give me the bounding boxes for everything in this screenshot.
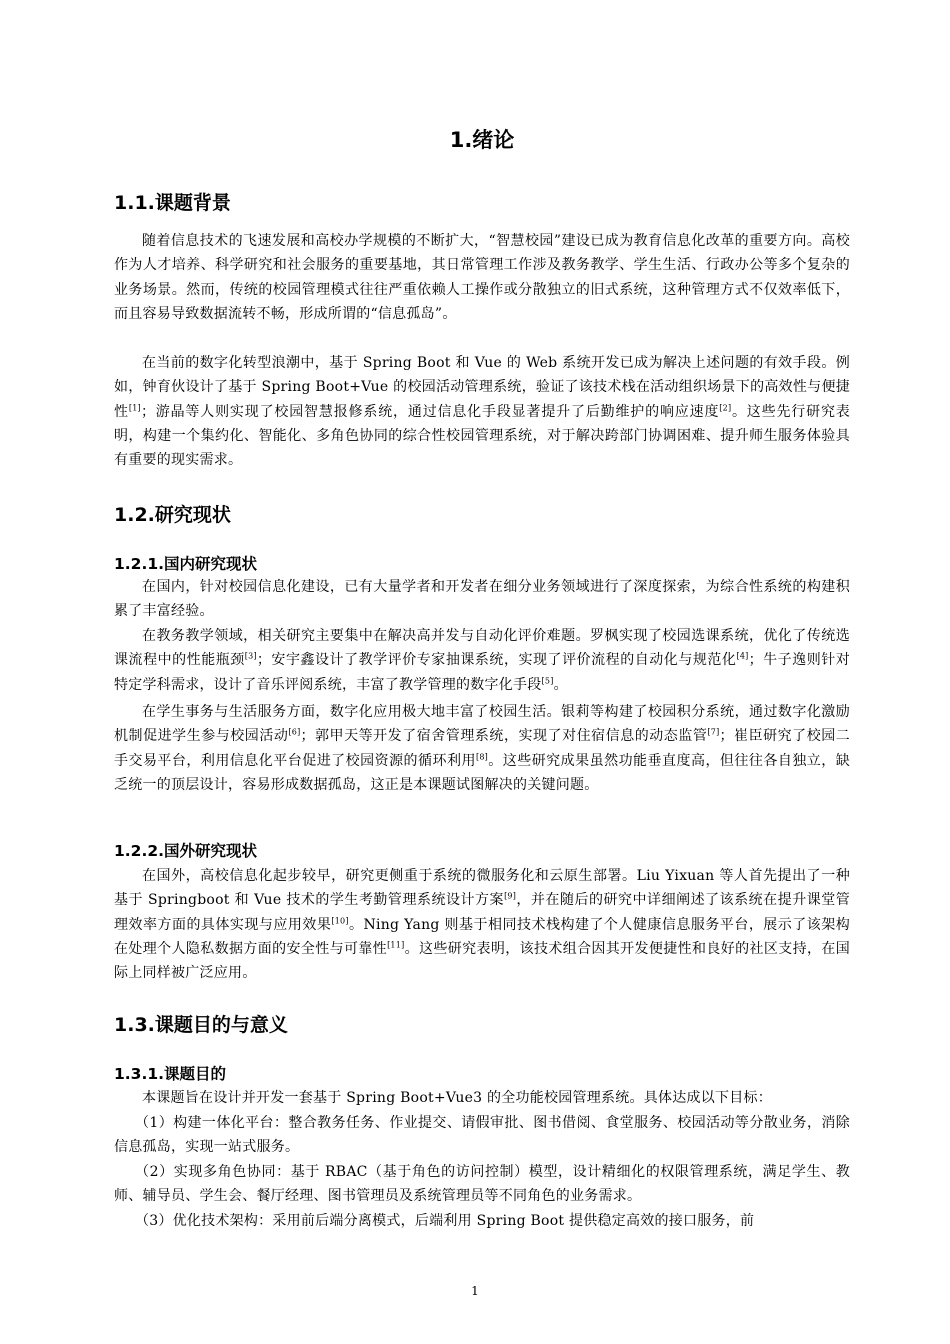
- paragraph-domestic-3: [114, 700, 850, 797]
- paragraph-background-2: [114, 351, 850, 472]
- subsection-heading-foreign: 1.2.2.国外研究现状: [114, 842, 258, 860]
- paragraph-background-1: 随着信息技术的飞速发展和高校办学规模的不断扩大，“智慧校园”建设已成为教育信息化改革的重要方向。高校作为人才培养、科学研究和社会服务的重要基地，其日常管理工作涉及教务教学、学生生活、行政办公等多个复杂的业务场景。然而，传统的校园管理模式往往严重依赖人工操作或分散独立的旧式系统，这种管理方式不仅效率低下，而且容易导致数据流转不畅，形成所谓的“信息孤岛”。: [114, 233, 850, 322]
- text-run: 。这些研究成果虽然功能垂直度高，但往往各自独立，缺乏统一的顶层设计，容易形成数据孤岛，这正是本课题试图解决的关键问题。: [114, 752, 850, 793]
- text-run: ；崔臣研究了校园二手交易平台，利用信息化平台促进了校园资源的循环利用: [114, 728, 851, 769]
- citation-11: [11]: [387, 940, 405, 950]
- text-run: 。这些先行研究表明，构建一个集约化、智能化、多角色协同的综合性校园管理系统，对于解决跨部门协调困难、提升师生服务体验具有重要的现实需求。: [114, 403, 851, 469]
- subsection-heading-domestic: 1.2.1.国内研究现状: [114, 555, 258, 573]
- text-run: ；游晶等人则实现了校园智慧报修系统，通过信息化手段显著提升了后勤维护的响应速度: [140, 403, 720, 420]
- purpose-item-2: （2）实现多角色协同：基于 RBAC（基于角色的访问控制）模型，设计精细化的权限管理系统，满足学生、教师、辅导员、学生会、餐厅经理、图书管理员及系统管理员等不同角色的业务需求。: [114, 1164, 850, 1205]
- citation-8: [8]: [475, 751, 489, 761]
- text-run: ；郭甲天等开发了宿舍管理系统，实现了对住宿信息的动态监管: [300, 728, 708, 745]
- subsection-heading-purpose: 1.3.1.课题目的: [114, 1065, 227, 1083]
- citation-3: [3]: [244, 651, 257, 661]
- paragraph-purpose-intro: 本课题旨在设计并开发一套基于 Spring Boot+Vue3 的全功能校园管理系统。具体达成以下目标：: [142, 1090, 772, 1106]
- citation-10: [10]: [331, 915, 349, 925]
- citation-5: [5]: [541, 675, 554, 685]
- citation-4: [4]: [736, 651, 749, 661]
- text-run: 在国外，高校信息化起步较早，研究更侧重于系统的微服务化和云原生部署。Liu Yixuan 等人首先提出了一种基于 Springboot 和 Vue 技术的学生考勤管理系统设计方案: [114, 868, 850, 909]
- text-run: 在教务教学领域，相关研究主要集中在解决高并发与自动化评价难题。罗枫实现了校园选课系统，优化了传统选课流程中的性能瓶颈: [114, 628, 850, 669]
- citation-2: [2]: [719, 402, 732, 412]
- paragraph-foreign-1: [114, 864, 850, 985]
- text-run: 。这些研究表明，该技术组合因其开发便捷性和良好的社区支持，在国际上同样被广泛应用。: [114, 940, 851, 982]
- citation-1: [1]: [128, 402, 141, 412]
- paragraph-domestic-2: [114, 624, 850, 697]
- section-heading-purpose-significance: 1.3.课题目的与意义: [114, 1014, 288, 1036]
- citation-7: [7]: [707, 727, 720, 737]
- page-number: 1: [471, 1284, 479, 1298]
- purpose-item-1: （1）构建一体化平台：整合教务任务、作业提交、请假审批、图书借阅、食堂服务、校园活动等分散业务，消除信息孤岛，实现一站式服务。: [114, 1115, 850, 1156]
- purpose-item-3: （3）优化技术架构：采用前后端分离模式，后端利用 Spring Boot 提供稳定高效的接口服务，前: [135, 1213, 755, 1229]
- citation-6: [6]: [288, 727, 301, 737]
- paragraph-domestic-1: 在国内，针对校园信息化建设，已有大量学者和开发者在细分业务领域进行了深度探索，为综合性系统的构建积累了丰富经验。: [114, 579, 850, 620]
- text-run: ；安宇鑫设计了教学评价专家抽课系统，实现了评价流程的自动化与规范化: [256, 652, 737, 669]
- chapter-title: 1.绪论: [449, 128, 515, 152]
- citation-9: [9]: [504, 891, 517, 901]
- text-run: 在当前的数字化转型浪潮中，基于 Spring Boot 和 Vue 的 Web 系统开发已成为解决上述问题的有效手段。例如，钟育伙设计了基于 Spring Boot+Vue 的校园活动管理系统，验证了该技术栈在活动组织场景下的高效性与便捷性: [114, 355, 850, 420]
- section-heading-research-status: 1.2.研究现状: [114, 504, 231, 526]
- text-run: 在学生事务与生活服务方面，数字化应用极大地丰富了校园生活。银莉等构建了校园积分系统，通过数字化激励机制促进学生参与校园活动: [114, 704, 850, 745]
- text-run: 。Ning Yang 则基于相同技术栈构建了个人健康信息服务平台，展示了该架构在处理个人隐私数据方面的安全性与可靠性: [114, 916, 851, 957]
- text-run: ，并在随后的研究中详细阐述了该系统在提升课堂管理效率方面的具体实现与应用效果: [114, 892, 851, 933]
- text-run: 。: [553, 676, 568, 693]
- section-heading-background: 1.1.课题背景: [114, 192, 231, 214]
- text-run: ；牛子逸则针对特定学科需求，设计了音乐评阅系统，丰富了教学管理的数字化手段: [114, 652, 851, 693]
